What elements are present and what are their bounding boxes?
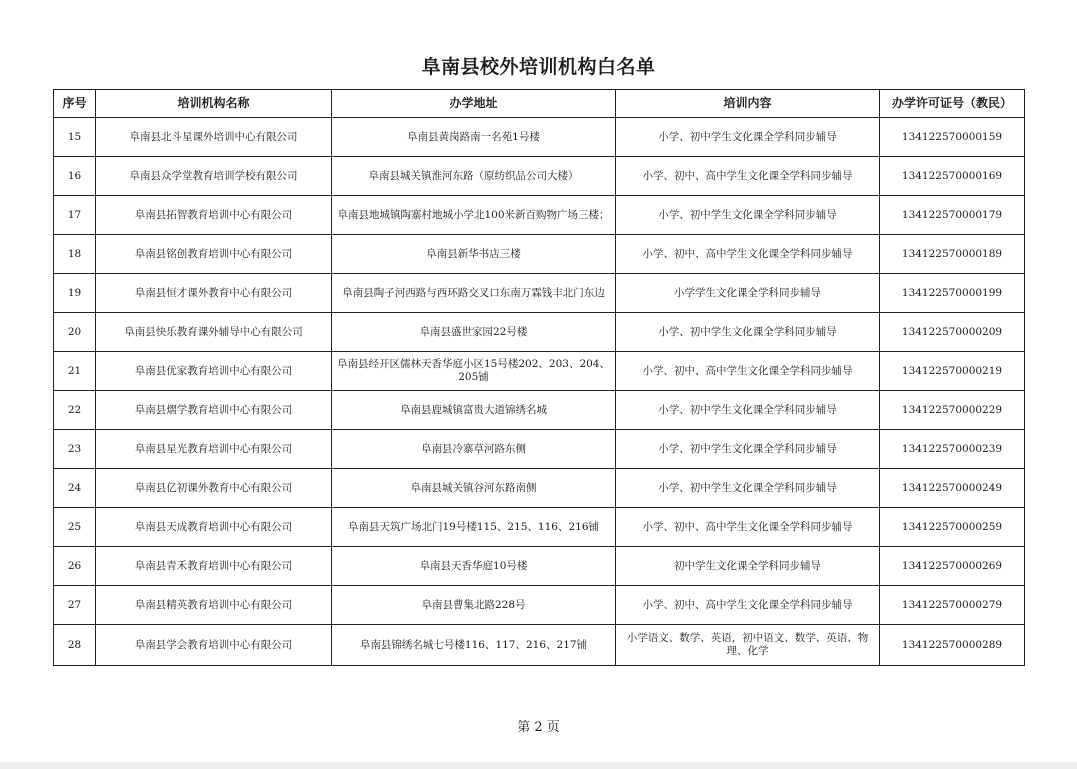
table-row	[54, 313, 1025, 352]
cell-license-number: 134122570000219	[880, 352, 1025, 391]
cell-training-content: 小学、初中学生文化课全学科同步辅导	[616, 196, 880, 235]
cell-license-number: 134122570000249	[880, 469, 1025, 508]
cell-serial-number: 23	[54, 430, 96, 469]
header-institution-name: 培训机构名称	[96, 90, 332, 118]
cell-training-content: 小学语文、数学、英语，初中语文、数学、英语、物理、化学	[616, 625, 880, 666]
header-serial-number: 序号	[54, 90, 96, 118]
cell-training-content: 初中学生文化课全学科同步辅导	[616, 547, 880, 586]
cell-serial-number: 28	[54, 625, 96, 666]
cell-institution-name: 阜南县优家教育培训中心有限公司	[96, 352, 332, 391]
cell-license-number: 134122570000259	[880, 508, 1025, 547]
cell-serial-number: 25	[54, 508, 96, 547]
cell-license-number: 134122570000159	[880, 118, 1025, 157]
cell-address: 阜南县城关镇谷河东路南侧	[332, 469, 616, 508]
cell-serial-number: 22	[54, 391, 96, 430]
cell-license-number: 134122570000169	[880, 157, 1025, 196]
cell-serial-number: 15	[54, 118, 96, 157]
table-row	[54, 391, 1025, 430]
cell-address: 阜南县曹集北路228号	[332, 586, 616, 625]
cell-training-content: 小学、初中学生文化课全学科同步辅导	[616, 391, 880, 430]
cell-institution-name: 阜南县恒才课外教育中心有限公司	[96, 274, 332, 313]
cell-institution-name: 阜南县北斗星课外培训中心有限公司	[96, 118, 332, 157]
whitelist-table	[53, 89, 1025, 666]
document-title: 阜南县校外培训机构白名单	[421, 56, 656, 78]
cell-training-content: 小学、初中学生文化课全学科同步辅导	[616, 469, 880, 508]
cell-serial-number: 17	[54, 196, 96, 235]
cell-institution-name: 阜南县学会教育培训中心有限公司	[96, 625, 332, 666]
cell-address: 阜南县新华书店三楼	[332, 235, 616, 274]
cell-license-number: 134122570000229	[880, 391, 1025, 430]
table-row	[54, 508, 1025, 547]
cell-license-number: 134122570000269	[880, 547, 1025, 586]
cell-license-number: 134122570000179	[880, 196, 1025, 235]
cell-license-number: 134122570000289	[880, 625, 1025, 666]
cell-institution-name: 阜南县精英教育培训中心有限公司	[96, 586, 332, 625]
cell-institution-name: 阜南县天成教育培训中心有限公司	[96, 508, 332, 547]
cell-training-content: 小学、初中、高中学生文化课全学科同步辅导	[616, 352, 880, 391]
table-header-row	[54, 90, 1025, 118]
cell-serial-number: 19	[54, 274, 96, 313]
cell-license-number: 134122570000189	[880, 235, 1025, 274]
table-row	[54, 196, 1025, 235]
cell-address: 阜南县经开区儒林天香华庭小区15号楼202、203、204、205铺	[332, 352, 616, 391]
cell-training-content: 小学、初中学生文化课全学科同步辅导	[616, 313, 880, 352]
cell-serial-number: 16	[54, 157, 96, 196]
cell-address: 阜南县地城镇陶寨村地城小学北100米新百购物广场三楼；	[332, 196, 616, 235]
cell-training-content: 小学、初中、高中学生文化课全学科同步辅导	[616, 508, 880, 547]
cell-address: 阜南县冷寨草河路东侧	[332, 430, 616, 469]
cell-training-content: 小学学生文化课全学科同步辅导	[616, 274, 880, 313]
cell-training-content: 小学、初中、高中学生文化课全学科同步辅导	[616, 235, 880, 274]
cell-training-content: 小学、初中、高中学生文化课全学科同步辅导	[616, 586, 880, 625]
cell-institution-name: 阜南县熠学教育培训中心有限公司	[96, 391, 332, 430]
table-row	[54, 352, 1025, 391]
table-row	[54, 157, 1025, 196]
cell-address: 阜南县城关镇淮河东路（原纺织品公司大楼）	[332, 157, 616, 196]
table-row	[54, 430, 1025, 469]
cell-serial-number: 20	[54, 313, 96, 352]
cell-license-number: 134122570000209	[880, 313, 1025, 352]
header-address: 办学地址	[332, 90, 616, 118]
table-row	[54, 118, 1025, 157]
page-number: 第 2 页	[517, 720, 560, 735]
cell-address: 阜南县天筑广场北门19号楼115、215、116、216铺	[332, 508, 616, 547]
table-row	[54, 547, 1025, 586]
cell-institution-name: 阜南县铭创教育培训中心有限公司	[96, 235, 332, 274]
cell-serial-number: 24	[54, 469, 96, 508]
table-row	[54, 235, 1025, 274]
cell-serial-number: 27	[54, 586, 96, 625]
header-training-content: 培训内容	[616, 90, 880, 118]
cell-address: 阜南县盛世家园22号楼	[332, 313, 616, 352]
cell-training-content: 小学、初中、高中学生文化课全学科同步辅导	[616, 157, 880, 196]
cell-address: 阜南县陶子河西路与西环路交叉口东南万霖钱丰北门东边	[332, 274, 616, 313]
cell-institution-name: 阜南县星光教育培训中心有限公司	[96, 430, 332, 469]
cell-serial-number: 26	[54, 547, 96, 586]
cell-institution-name: 阜南县众学堂教育培训学校有限公司	[96, 157, 332, 196]
cell-license-number: 134122570000279	[880, 586, 1025, 625]
header-license-number: 办学许可证号（教民）	[880, 90, 1025, 118]
cell-institution-name: 阜南县亿初课外教育中心有限公司	[96, 469, 332, 508]
cell-serial-number: 18	[54, 235, 96, 274]
cell-institution-name: 阜南县快乐教育课外辅导中心有限公司	[96, 313, 332, 352]
table-row	[54, 586, 1025, 625]
page-bottom-edge	[0, 762, 1077, 769]
cell-training-content: 小学、初中学生文化课全学科同步辅导	[616, 430, 880, 469]
cell-address: 阜南县黄岗路南一名苑1号楼	[332, 118, 616, 157]
table-row	[54, 274, 1025, 313]
cell-address: 阜南县鹿城镇富贵大道锦绣名城	[332, 391, 616, 430]
cell-training-content: 小学、初中学生文化课全学科同步辅导	[616, 118, 880, 157]
cell-address: 阜南县锦绣名城七号楼116、117、216、217铺	[332, 625, 616, 666]
cell-address: 阜南县天香华庭10号楼	[332, 547, 616, 586]
table-row	[54, 469, 1025, 508]
cell-serial-number: 21	[54, 352, 96, 391]
cell-license-number: 134122570000239	[880, 430, 1025, 469]
cell-license-number: 134122570000199	[880, 274, 1025, 313]
cell-institution-name: 阜南县青禾教育培训中心有限公司	[96, 547, 332, 586]
table-row	[54, 625, 1025, 666]
cell-institution-name: 阜南县拓智教育培训中心有限公司	[96, 196, 332, 235]
